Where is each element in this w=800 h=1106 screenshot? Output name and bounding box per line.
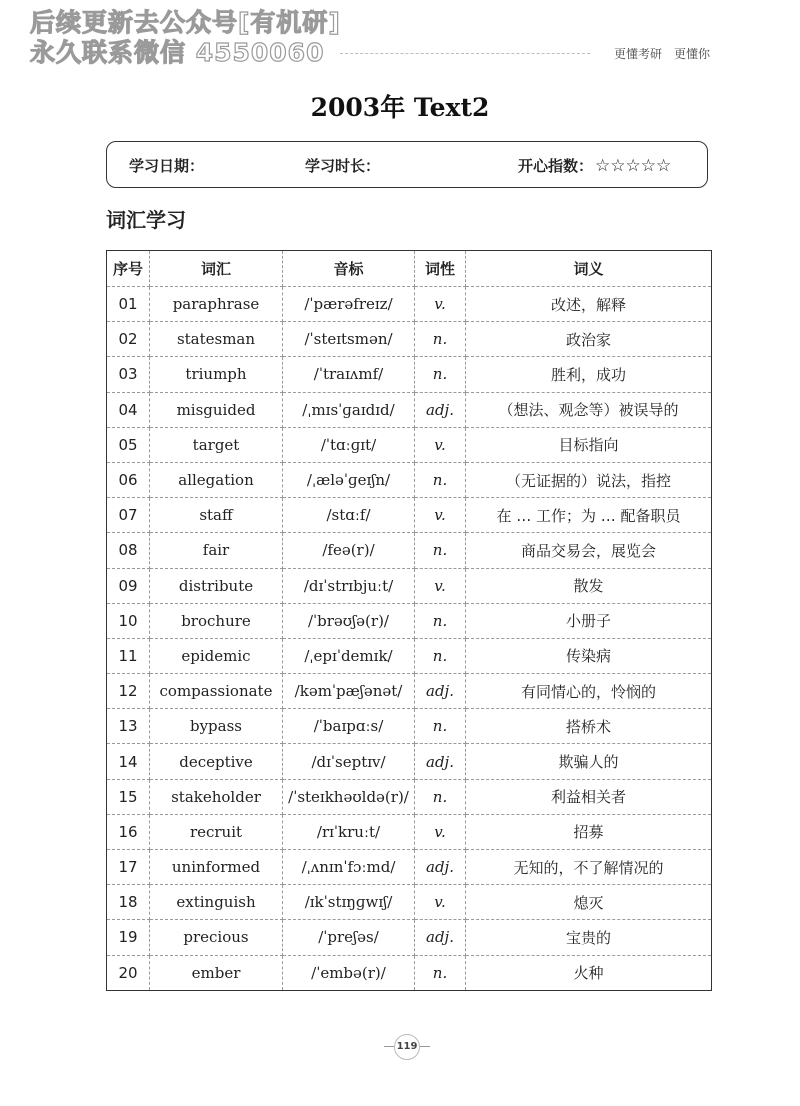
cell-phonetic: /ˌʌnɪnˈfɔːmd/	[283, 850, 415, 885]
cell-part-of-speech: v.	[415, 568, 466, 603]
happiness-index	[518, 155, 671, 176]
cell-meaning: 有同情心的，怜悯的	[466, 674, 712, 709]
cell-meaning: 熄灭	[466, 885, 712, 920]
table-row	[107, 603, 712, 638]
cell-meaning: 搭桥术	[466, 709, 712, 744]
cell-part-of-speech: n.	[415, 462, 466, 497]
table-body	[107, 287, 712, 991]
cell-meaning: 欺骗人的	[466, 744, 712, 779]
cell-word: target	[150, 427, 283, 462]
cell-meaning: 无知的，不了解情况的	[466, 850, 712, 885]
cell-part-of-speech: v.	[415, 498, 466, 533]
cell-word: ember	[150, 955, 283, 990]
cell-phonetic: /ˈsteɪkhəʊldə(r)/	[283, 779, 415, 814]
table-row	[107, 744, 712, 779]
header-tagline: 更懂考研 更懂你	[613, 47, 710, 61]
cell-meaning: 政治家	[466, 322, 712, 357]
cell-part-of-speech: v.	[415, 287, 466, 322]
table-row	[107, 462, 712, 497]
cell-phonetic: /stɑːf/	[283, 498, 415, 533]
cell-number: 03	[107, 357, 150, 392]
cell-number: 14	[107, 744, 150, 779]
cell-number: 10	[107, 603, 150, 638]
cell-word: distribute	[150, 568, 283, 603]
star-rating: ☆☆☆☆☆	[595, 156, 672, 176]
cell-meaning: 招募	[466, 814, 712, 849]
section-title: 词汇学习	[106, 208, 186, 232]
cell-number: 09	[107, 568, 150, 603]
cell-phonetic: /ˈbaɪpɑːs/	[283, 709, 415, 744]
happiness-label: 开心指数：	[518, 157, 594, 175]
table-row	[107, 427, 712, 462]
table-row	[107, 638, 712, 673]
cell-meaning: 改述，解释	[466, 287, 712, 322]
table-row	[107, 814, 712, 849]
header-phonetic: 音标	[283, 251, 415, 287]
cell-part-of-speech: adj.	[415, 850, 466, 885]
cell-part-of-speech: n.	[415, 709, 466, 744]
table-row	[107, 533, 712, 568]
cell-number: 05	[107, 427, 150, 462]
cell-part-of-speech: n.	[415, 779, 466, 814]
cell-phonetic: /ˌepɪˈdemɪk/	[283, 638, 415, 673]
cell-part-of-speech: adj.	[415, 392, 466, 427]
table-row	[107, 322, 712, 357]
cell-meaning: 胜利，成功	[466, 357, 712, 392]
study-date-label: 学习日期：	[129, 157, 205, 175]
table-row	[107, 885, 712, 920]
cell-number: 01	[107, 287, 150, 322]
cell-number: 13	[107, 709, 150, 744]
cell-meaning: 在 … 工作；为 … 配备职员	[466, 498, 712, 533]
cell-meaning: （想法、观念等）被误导的	[466, 392, 712, 427]
cell-phonetic: /ˈpreʃəs/	[283, 920, 415, 955]
table-row	[107, 955, 712, 990]
cell-part-of-speech: adj.	[415, 920, 466, 955]
cell-word: paraphrase	[150, 287, 283, 322]
cell-phonetic: /ˈbrəʊʃə(r)/	[283, 603, 415, 638]
table-row	[107, 287, 712, 322]
study-info-box	[106, 141, 708, 188]
watermark-line-2: 永久联系微信 4550060	[30, 38, 325, 67]
cell-word: brochure	[150, 603, 283, 638]
cell-phonetic: /ˌæləˈɡeɪʃn/	[283, 462, 415, 497]
study-duration-label: 学习时长：	[305, 157, 381, 175]
cell-phonetic: /ˈtraɪʌmf/	[283, 357, 415, 392]
cell-word: fair	[150, 533, 283, 568]
cell-word: misguided	[150, 392, 283, 427]
cell-part-of-speech: n.	[415, 638, 466, 673]
cell-part-of-speech: adj.	[415, 674, 466, 709]
cell-part-of-speech: v.	[415, 427, 466, 462]
header-part-of-speech: 词性	[415, 251, 466, 287]
cell-phonetic: /kəmˈpæʃənət/	[283, 674, 415, 709]
table-row	[107, 498, 712, 533]
header-meaning: 词义	[466, 251, 712, 287]
table-row	[107, 920, 712, 955]
table-row	[107, 779, 712, 814]
cell-word: stakeholder	[150, 779, 283, 814]
cell-meaning: 宝贵的	[466, 920, 712, 955]
table-header-row	[107, 251, 712, 287]
header-number: 序号	[107, 251, 150, 287]
cell-part-of-speech: n.	[415, 603, 466, 638]
cell-number: 18	[107, 885, 150, 920]
cell-part-of-speech: n.	[415, 357, 466, 392]
cell-number: 06	[107, 462, 150, 497]
cell-phonetic: /rɪˈkruːt/	[283, 814, 415, 849]
cell-meaning: 商品交易会，展览会	[466, 533, 712, 568]
cell-word: precious	[150, 920, 283, 955]
cell-meaning: （无证据的）说法，指控	[466, 462, 712, 497]
header-divider	[340, 53, 590, 54]
cell-phonetic: /ˈsteɪtsmən/	[283, 322, 415, 357]
cell-word: uninformed	[150, 850, 283, 885]
cell-number: 15	[107, 779, 150, 814]
cell-meaning: 传染病	[466, 638, 712, 673]
page-title: 2003年 Text2	[310, 93, 490, 122]
cell-number: 11	[107, 638, 150, 673]
cell-meaning: 散发	[466, 568, 712, 603]
table-row	[107, 674, 712, 709]
cell-word: staff	[150, 498, 283, 533]
cell-number: 19	[107, 920, 150, 955]
cell-phonetic: /ˈembə(r)/	[283, 955, 415, 990]
cell-word: recruit	[150, 814, 283, 849]
cell-phonetic: /feə(r)/	[283, 533, 415, 568]
cell-number: 16	[107, 814, 150, 849]
cell-phonetic: /dɪˈstrɪbjuːt/	[283, 568, 415, 603]
cell-word: compassionate	[150, 674, 283, 709]
vocabulary-table	[106, 250, 712, 991]
cell-number: 17	[107, 850, 150, 885]
cell-meaning: 小册子	[466, 603, 712, 638]
table-row	[107, 709, 712, 744]
cell-phonetic: /dɪˈseptɪv/	[283, 744, 415, 779]
cell-meaning: 利益相关者	[466, 779, 712, 814]
cell-part-of-speech: v.	[415, 814, 466, 849]
cell-phonetic: /ɪkˈstɪŋɡwɪʃ/	[283, 885, 415, 920]
table-row	[107, 357, 712, 392]
cell-word: triumph	[150, 357, 283, 392]
page-number-text: 119	[396, 1041, 418, 1052]
watermark-line-1: 后续更新去公众号[有机研]	[30, 8, 341, 37]
table-row	[107, 568, 712, 603]
table-row	[107, 392, 712, 427]
cell-meaning: 火种	[466, 955, 712, 990]
cell-number: 07	[107, 498, 150, 533]
cell-word: bypass	[150, 709, 283, 744]
page-number	[392, 1037, 422, 1057]
cell-part-of-speech: adj.	[415, 744, 466, 779]
cell-number: 12	[107, 674, 150, 709]
cell-part-of-speech: n.	[415, 533, 466, 568]
cell-phonetic: /ˈpærəfreɪz/	[283, 287, 415, 322]
cell-part-of-speech: v.	[415, 885, 466, 920]
cell-part-of-speech: n.	[415, 955, 466, 990]
table-row	[107, 850, 712, 885]
cell-word: allegation	[150, 462, 283, 497]
cell-meaning: 目标指向	[466, 427, 712, 462]
cell-part-of-speech: n.	[415, 322, 466, 357]
cell-word: deceptive	[150, 744, 283, 779]
cell-word: statesman	[150, 322, 283, 357]
cell-phonetic: /ˈtɑːɡɪt/	[283, 427, 415, 462]
cell-number: 08	[107, 533, 150, 568]
cell-word: epidemic	[150, 638, 283, 673]
cell-word: extinguish	[150, 885, 283, 920]
cell-number: 20	[107, 955, 150, 990]
cell-phonetic: /ˌmɪsˈɡaɪdɪd/	[283, 392, 415, 427]
cell-number: 02	[107, 322, 150, 357]
header-word: 词汇	[150, 251, 283, 287]
cell-number: 04	[107, 392, 150, 427]
